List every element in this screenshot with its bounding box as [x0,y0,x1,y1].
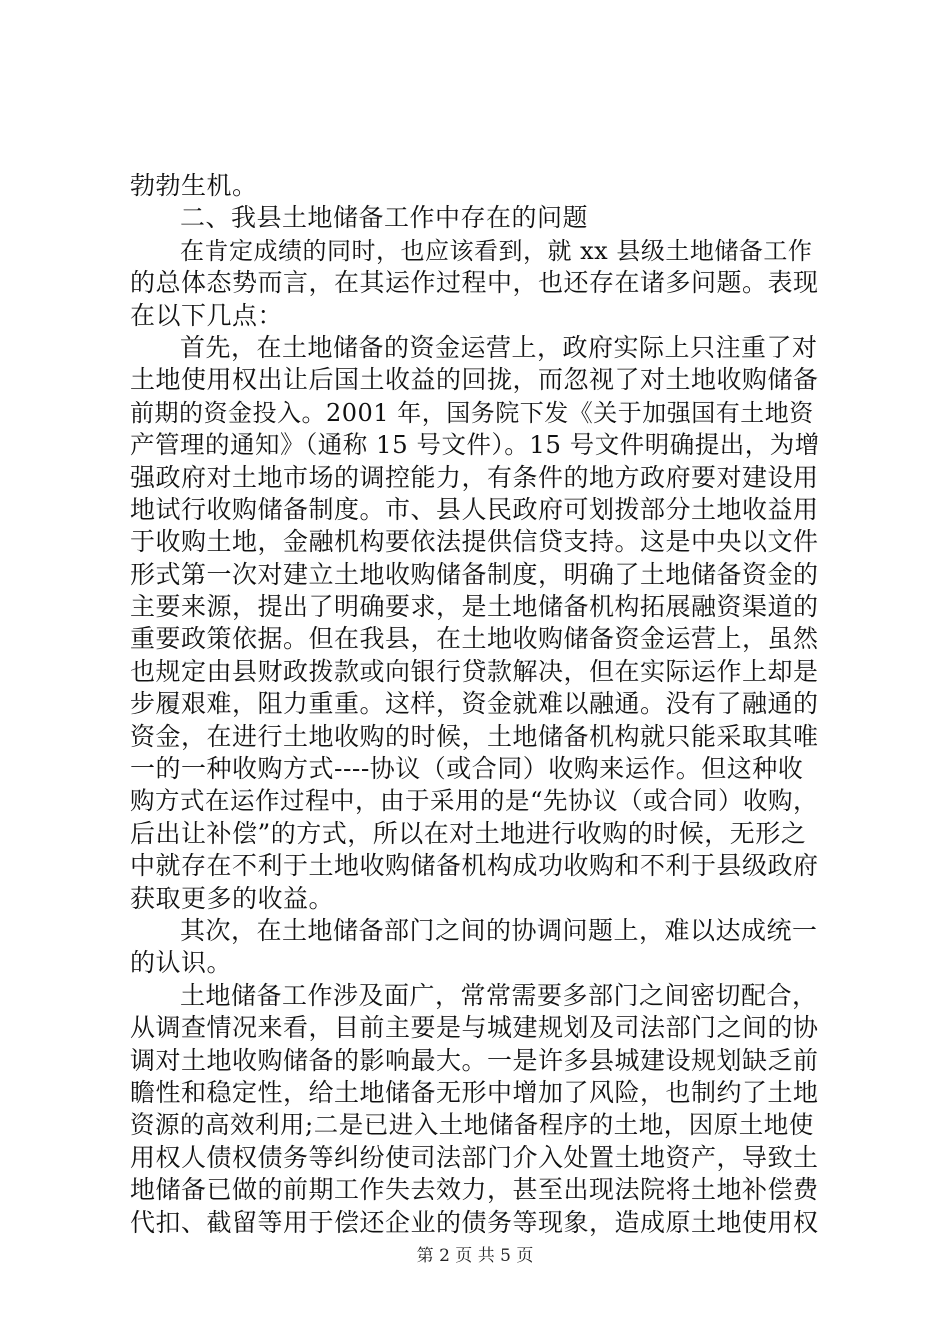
text-line: 强政府对土地市场的调控能力，有条件的地方政府要对建设用 [130,462,819,492]
text-line: 从调查情况来看，目前主要是与城建规划及司法部门之间的协 [130,1013,819,1043]
text-line: 勃勃生机。 [130,171,258,200]
text-line: 地储备已做的前期工作失去效力，甚至出现法院将土地补偿费 [130,1175,819,1205]
text-line: 土地储备工作涉及面广，常常需要多部门之间密切配合， [180,980,818,1010]
text-line: 代扣、截留等用于偿还企业的债务等现象，造成原土地使用权 [130,1207,819,1237]
page-footer [0,1245,950,1267]
text-line: 资源的高效利用;二是已进入土地储备程序的土地，因原土地使 [130,1110,814,1140]
document-body [130,170,820,1239]
text-line: 调对土地收购储备的影响最大。一是许多县城建设规划缺乏前 [130,1045,819,1075]
text-line: 在肯定成绩的同时，也应该看到，就 xx 县级土地储备工作 [180,236,813,265]
text-line: 获取更多的收益。 [130,883,335,913]
text-line: 购方式在运作过程中，由于采用的是“先协议（或合同）收购， [130,786,819,816]
text-line: 前期的资金投入。2001 年，国务院下发《关于加强国有土地资 [130,398,814,427]
page-number-label: 第 2 页 共 5 页 [416,1246,534,1266]
text-line: 步履艰难，阻力重重。这样，资金就难以融通。没有了融通的 [130,689,819,719]
text-line: 的总体态势而言，在其运作过程中，也还存在诸多问题。表现 [130,268,819,298]
text-line: 用权人债权债务等纠纷使司法部门介入处置土地资产，导致土 [130,1142,819,1172]
text-line: 形式第一次对建立土地收购储备制度，明确了土地储备资金的 [130,559,819,589]
text-line: 资金，在进行土地收购的时候，土地储备机构就只能采取其唯 [130,721,819,751]
text-line: 后出让补偿”的方式，所以在对土地进行收购的时候，无形之 [130,818,807,848]
text-line: 产管理的通知》（通称 15 号文件）。15 号文件明确提出，为增 [130,430,820,460]
text-line: 二、我县土地储备工作中存在的问题 [180,203,589,233]
text-line: 也规定由县财政拨款或向银行贷款解决，但在实际运作上却是 [130,656,819,686]
text-line: 首先，在土地储备的资金运营上，政府实际上只注重了对 [180,332,818,362]
text-line: 地试行收购储备制度。市、县人民政府可划拨部分土地收益用 [130,494,819,524]
text-line: 土地使用权出让后国土收益的回拢，而忽视了对土地收购储备 [130,365,819,395]
text-line: 在以下几点： [130,300,284,330]
text-line: 其次，在土地储备部门之间的协调问题上，难以达成统一 [180,915,818,945]
text-line: 于收购土地，金融机构要依法提供信贷支持。这是中央以文件 [130,527,819,557]
text-line: 一的一种收购方式----协议（或合同）收购来运作。但这种收 [130,754,804,784]
text-line: 瞻性和稳定性，给土地储备无形中增加了风险，也制约了土地 [130,1077,819,1107]
text-line: 重要政策依据。但在我县，在土地收购储备资金运营上，虽然 [130,624,819,654]
text-line: 的认识。 [130,948,233,978]
text-line: 主要来源，提出了明确要求，是土地储备机构拓展融资渠道的 [130,592,819,622]
text-line: 中就存在不利于土地收购储备机构成功收购和不利于县级政府 [130,851,819,881]
